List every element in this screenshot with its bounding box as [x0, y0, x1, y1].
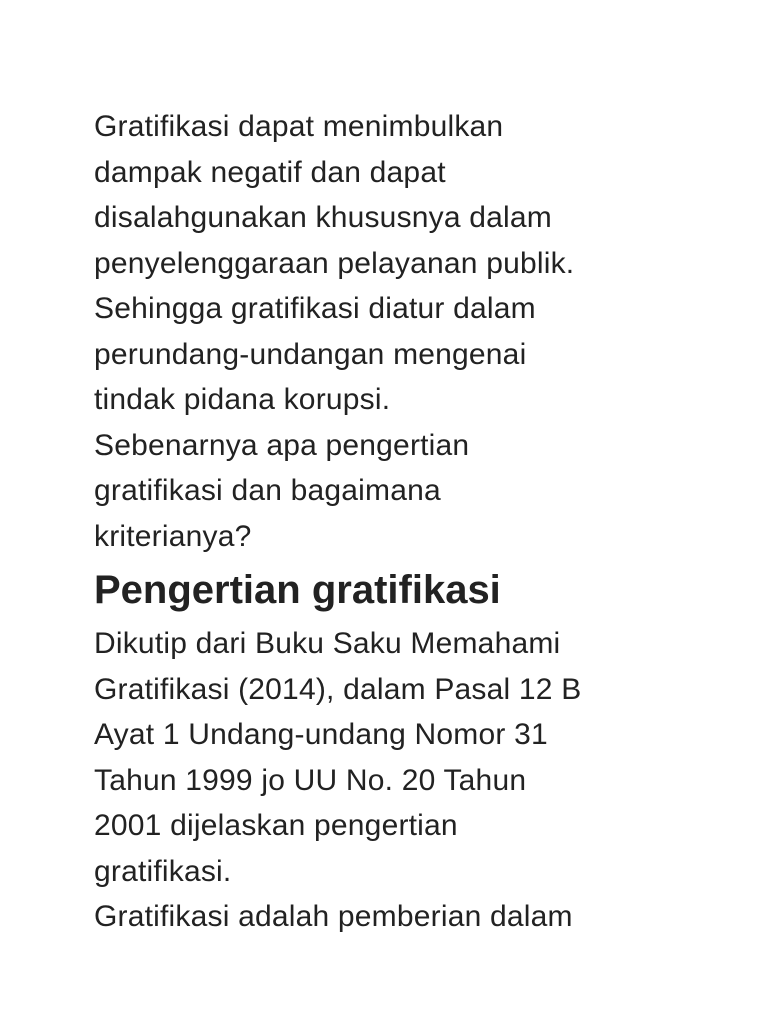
intro-paragraph: Gratifikasi dapat menimbulkan dampak negatif dan dapat disalahgunakan khususnya dalam penyelenggaraan pelayanan publik. Sehingga gratifikasi diatur dalam perundang-undangan mengenai tindak pidana korupsi.: [94, 110, 575, 416]
question-paragraph: Sebenarnya apa pengertian gratifikasi dan bagaimana kriterianya?: [94, 428, 470, 553]
definition-paragraph: Gratifikasi adalah pemberian dalam: [94, 900, 573, 933]
section-heading: Pengertian gratifikasi: [94, 568, 501, 612]
article-body: [94, 104, 734, 940]
definition-source-paragraph: Dikutip dari Buku Saku Memahami Gratifikasi (2014), dalam Pasal 12 B Ayat 1 Undang-undang Nomor 31 Tahun 1999 jo UU No. 20 Tahun 2001 dijelaskan pengertian gratifikasi.: [94, 627, 582, 888]
